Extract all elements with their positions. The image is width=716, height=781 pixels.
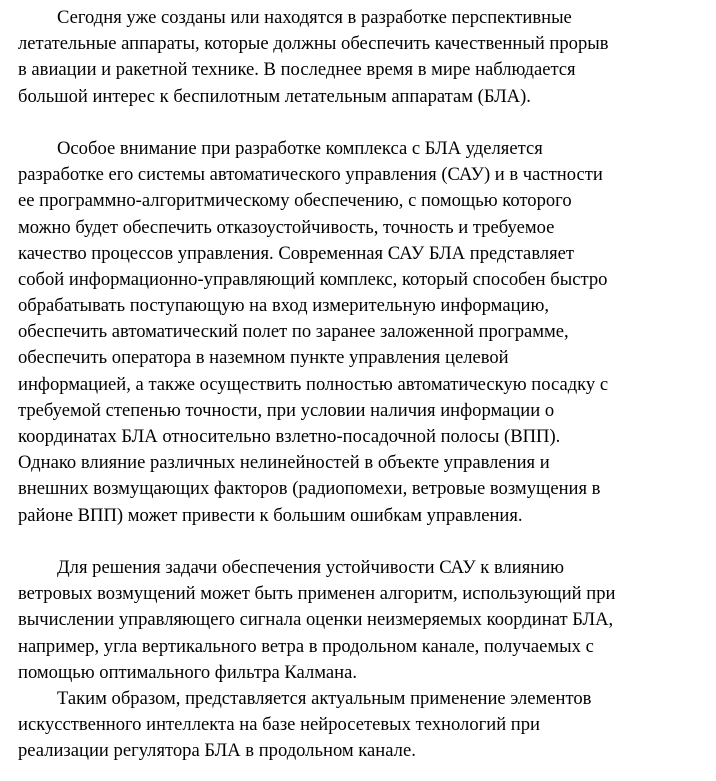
text-line: помощью оптимального фильтра Калмана. [18,661,357,683]
text-line: например, угла вертикального ветра в продольном канале, получаемых с [18,635,594,657]
text-line: можно будет обеспечить отказоустойчивость, точность и требуемое [18,216,555,238]
text-line: ветровых возмущений может быть применен алгоритм, использующий при [18,583,616,605]
paragraph-4 [18,686,712,765]
text-line: Для решения задачи обеспечения устойчивости САУ к влиянию [57,556,565,578]
text-line: летательные аппараты, которые должны обеспечить качественный прорыв [18,33,609,55]
text-line: разработке его системы автоматического управления (САУ) и в частности [18,164,603,186]
text-line: Особое внимание при разработке комплекса с БЛА уделяется [57,137,543,159]
text-line: обрабатывать поступающую на вход измерительную информацию, [18,295,550,317]
text-line: искусственного интеллекта на базе нейросетевых технологий при [18,714,540,736]
text-line: собой информационно-управляющий комплекс, который способен быстро [18,268,608,290]
document-body [18,5,712,764]
text-line: информацией, а также осуществить полностью автоматическую посадку с [18,373,609,395]
text-line: реализации регулятора БЛА в продольном канале. [18,740,416,762]
text-line: Таким образом, представляется актуальным применение элементов [57,687,592,709]
paragraph-1 [18,5,712,110]
text-line: Однако влияние различных нелинейностей в объекте управления и [18,452,550,474]
text-line: внешних возмущающих факторов (радиопомехи, ветровые возмущения в [18,478,601,500]
text-line: обеспечить автоматический полет по заранее заложенной программе, [18,321,569,343]
text-line: вычислении управляющего сигнала оценки неизмеряемых координат БЛА, [18,609,614,631]
text-line: большой интерес к беспилотным летательным аппаратам (БЛА). [18,85,531,107]
paragraph-spacer [18,529,712,555]
text-line: ее программно-алгоритмическому обеспечению, с помощью которого [18,190,572,212]
text-line: Сегодня уже созданы или находятся в разработке перспективные [57,7,572,28]
paragraph-3 [18,555,712,686]
paragraph-2 [18,136,712,529]
paragraph-spacer [18,110,712,136]
text-line: координатах БЛА относительно взлетно-посадочной полосы (ВПП). [18,426,561,447]
text-line: районе ВПП) может привести к большим ошибкам управления. [18,504,523,526]
text-line: в авиации и ракетной технике. В последнее время в мире наблюдается [18,59,576,81]
text-line: требуемой степенью точности, при условии наличия информации о [18,399,555,421]
text-line: обеспечить оператора в наземном пункте управления целевой [18,347,509,369]
text-line: качество процессов управления. Современная САУ БЛА представляет [18,242,575,264]
